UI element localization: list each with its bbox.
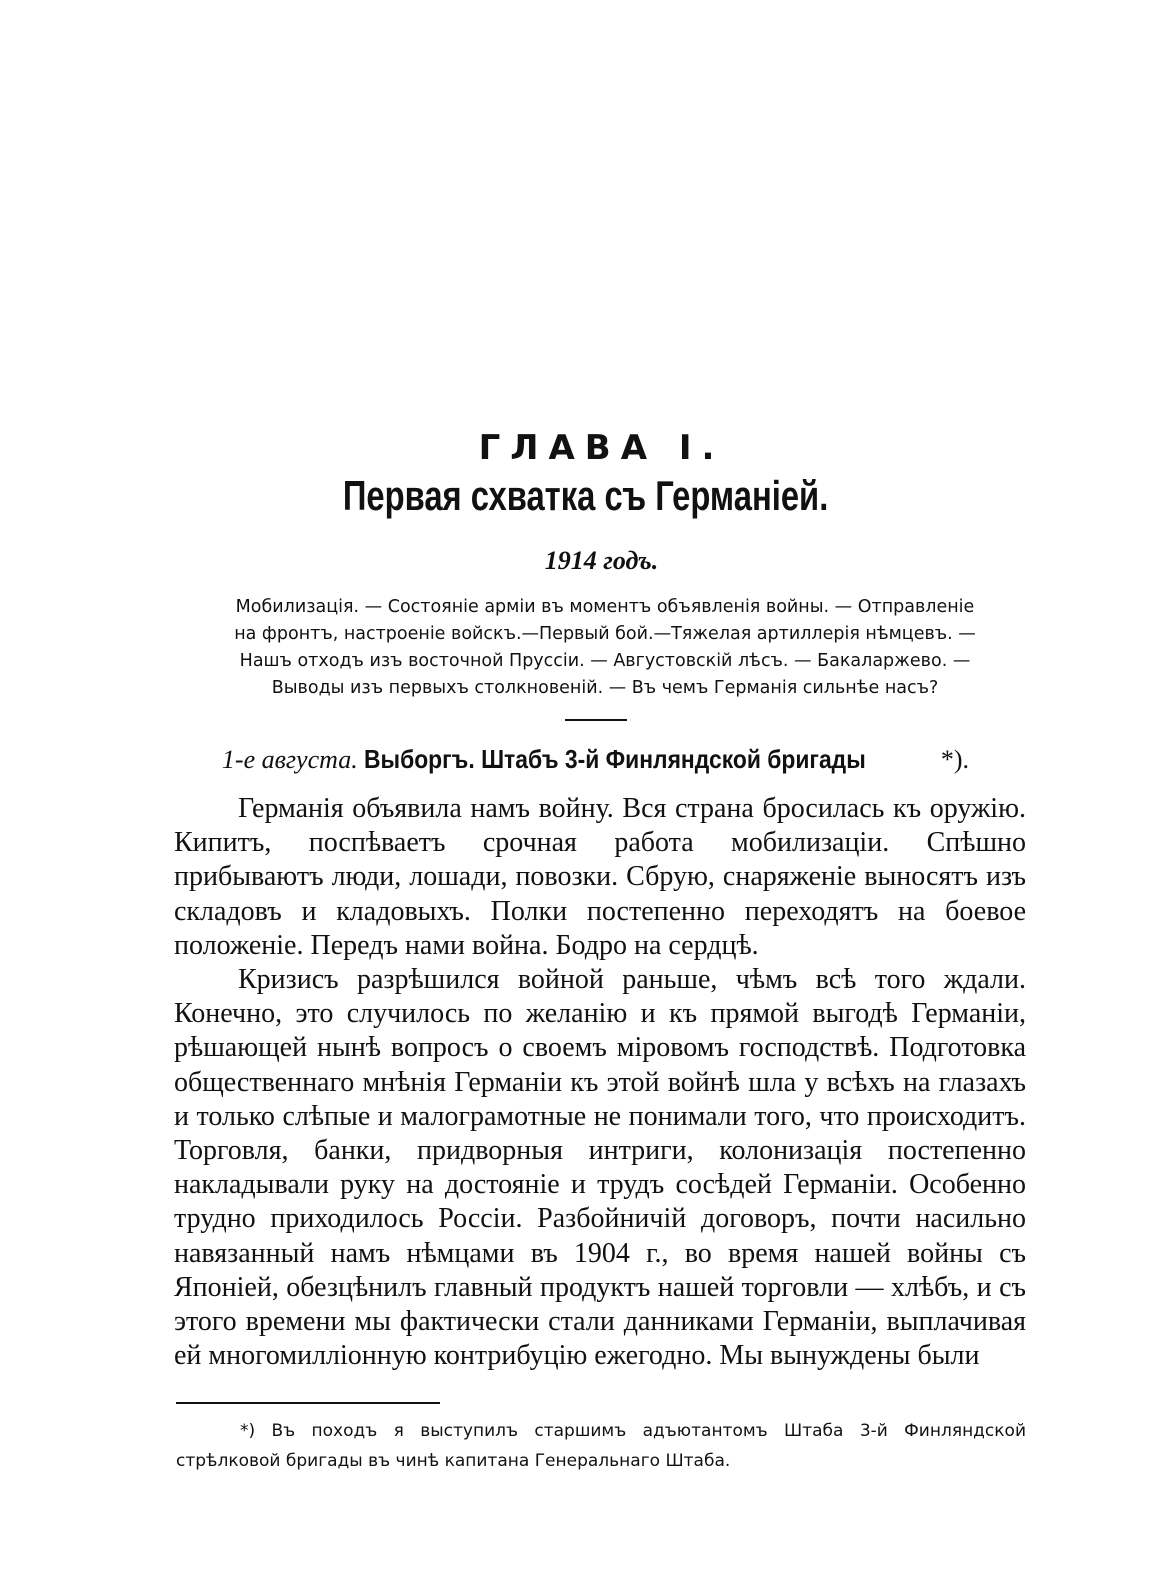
chapter-summary xyxy=(170,594,1040,702)
section-divider xyxy=(565,719,627,721)
chapter-year: 1914 годъ. xyxy=(544,546,659,575)
section-place: Выборгъ. Штабъ 3-й Финляндской бригады xyxy=(364,744,866,774)
chapter-label: ГЛАВА I. xyxy=(478,428,725,468)
paragraph: Германія объявила намъ войну. Вся страна бросилась къ оружію. Кипитъ, поспѣваетъ срочная работа мобилизаціи. Спѣшно прибываютъ люди, лошади, повозки. Сбрую, снаряженіе выносятъ изъ складовъ и кладовыхъ. Полки постепенно переходятъ на боевое положеніе. Передъ нами война. Бодро на сердцѣ. xyxy=(174,793,1026,961)
chapter-title: Первая схватка съ Германіей. xyxy=(342,472,829,519)
summary-line: Нашъ отходъ изъ восточной Пруссіи. — Августовскій лѣсъ. — Бакаларжево. — xyxy=(239,651,971,671)
section-heading xyxy=(0,744,1163,775)
footnote-divider xyxy=(176,1402,440,1404)
paragraph: Кризисъ разрѣшился войной раньше, чѣмъ всѣ того ждали. Конечно, это случилось по желанію и къ прямой выгодѣ Германіи, рѣшающей нынѣ вопросъ о своемъ міровомъ господствѣ. Подготовка общественнаго мнѣнія Германіи къ этой войнѣ шла у всѣхъ на глазахъ и только слѣпые и малограмотные не понимали того, что происходитъ. Торговля, банки, придворныя интриги, колонизація постепенно накладывали руку на достояніе и трудъ сосѣдей Германіи. Особенно трудно приходилось Россіи. Разбойничій договоръ, почти насильно навязанный намъ нѣмцами въ 1904 г., во время нашей войны съ Японіей, обезцѣнилъ главный продуктъ нашей торговли — хлѣбъ, и съ этого времени мы фактически стали данниками Германіи, выплачивая ей многомилліонную контрибуцію ежегодно. Мы вынуждены были xyxy=(174,964,1026,1372)
summary-line: Выводы изъ первыхъ столкновеній. — Въ чемъ Германія сильнѣе насъ? xyxy=(271,678,939,698)
section-date: 1-е августа. xyxy=(221,745,358,774)
footnote: *) Въ походъ я выступилъ старшимъ адъютантомъ Штаба 3-й Финляндской стрѣлковой бригады въ чинѣ капитана Генеральнаго Штаба. xyxy=(176,1421,1026,1471)
footnote-reference: *). xyxy=(934,745,970,774)
body-text xyxy=(174,792,1026,1373)
summary-line: Мобилизація. — Состояніе арміи въ моментъ объявленія войны. — Отправленіе xyxy=(235,597,975,617)
summary-line: на фронтъ, настроеніе войскъ.—Первый бой.—Тяжелая артиллерія нѣмцевъ. — xyxy=(234,624,976,644)
